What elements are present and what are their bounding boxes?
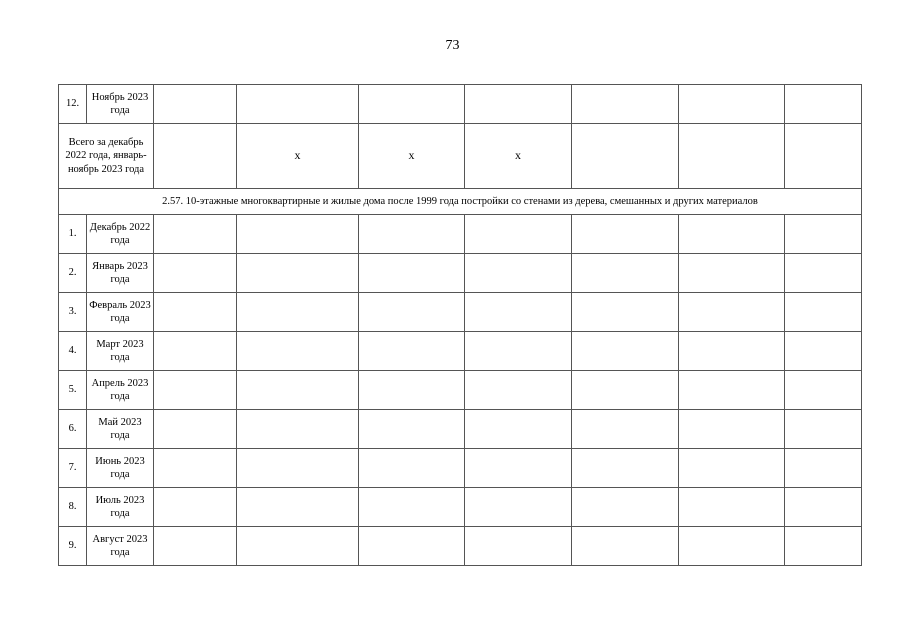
row-number: 8. <box>59 488 87 527</box>
row-period: Ноябрь 2023 года <box>87 85 154 124</box>
page-number: 73 <box>445 38 460 53</box>
data-cell <box>785 254 862 293</box>
data-cell <box>679 124 785 189</box>
data-cell <box>237 254 359 293</box>
data-cell <box>154 254 237 293</box>
data-cell <box>465 85 572 124</box>
data-cell <box>237 527 359 566</box>
row-period: Июнь 2023 года <box>87 449 154 488</box>
data-cell <box>785 332 862 371</box>
data-cell <box>572 371 679 410</box>
data-cell <box>679 488 785 527</box>
data-cell <box>359 410 465 449</box>
table-row <box>59 449 862 488</box>
report-table <box>58 84 862 566</box>
data-cell <box>154 527 237 566</box>
data-cell <box>359 85 465 124</box>
table-row <box>59 332 862 371</box>
table-row <box>59 215 862 254</box>
data-cell <box>572 332 679 371</box>
data-cell <box>154 449 237 488</box>
row-period: Май 2023 года <box>87 410 154 449</box>
row-number: 9. <box>59 527 87 566</box>
data-cell <box>572 293 679 332</box>
data-cell <box>465 410 572 449</box>
data-cell <box>465 527 572 566</box>
data-cell <box>465 371 572 410</box>
table-row <box>59 85 862 124</box>
row-period: Март 2023 года <box>87 332 154 371</box>
data-cell <box>679 85 785 124</box>
data-cell <box>154 488 237 527</box>
data-cell <box>237 449 359 488</box>
row-period: Апрель 2023 года <box>87 371 154 410</box>
x-mark: х <box>359 124 465 189</box>
data-cell <box>154 332 237 371</box>
data-cell <box>154 410 237 449</box>
data-cell <box>465 293 572 332</box>
data-cell <box>154 215 237 254</box>
x-mark: х <box>237 124 359 189</box>
row-number: 4. <box>59 332 87 371</box>
data-cell <box>572 488 679 527</box>
data-cell <box>154 124 237 189</box>
row-number: 7. <box>59 449 87 488</box>
data-cell <box>572 527 679 566</box>
data-cell <box>359 293 465 332</box>
data-cell <box>785 527 862 566</box>
data-cell <box>237 371 359 410</box>
row-period: Февраль 2023 года <box>87 293 154 332</box>
x-mark: х <box>465 124 572 189</box>
row-period: Август 2023 года <box>87 527 154 566</box>
data-cell <box>785 449 862 488</box>
total-row <box>59 124 862 189</box>
data-cell <box>359 488 465 527</box>
row-period: Декабрь 2022 года <box>87 215 154 254</box>
data-cell <box>465 332 572 371</box>
data-cell <box>679 527 785 566</box>
data-cell <box>679 215 785 254</box>
data-cell <box>359 527 465 566</box>
data-cell <box>572 85 679 124</box>
data-cell <box>237 215 359 254</box>
data-cell <box>359 332 465 371</box>
data-cell <box>359 449 465 488</box>
data-cell <box>465 215 572 254</box>
data-cell <box>237 293 359 332</box>
data-cell <box>785 293 862 332</box>
data-cell <box>679 254 785 293</box>
table-row <box>59 371 862 410</box>
data-cell <box>785 488 862 527</box>
data-cell <box>237 332 359 371</box>
data-cell <box>572 124 679 189</box>
row-number: 1. <box>59 215 87 254</box>
data-cell <box>359 215 465 254</box>
row-number: 2. <box>59 254 87 293</box>
data-cell <box>359 254 465 293</box>
data-cell <box>679 293 785 332</box>
row-number: 5. <box>59 371 87 410</box>
data-cell <box>237 85 359 124</box>
data-cell <box>572 254 679 293</box>
data-cell <box>572 410 679 449</box>
data-cell <box>572 449 679 488</box>
data-cell <box>154 293 237 332</box>
data-cell <box>785 371 862 410</box>
data-cell <box>237 488 359 527</box>
row-number: 12. <box>59 85 87 124</box>
section-title: 2.57. 10-этажные многоквартирные и жилые дома после 1999 года постройки со стенами из дерева, смешанных и других материалов <box>59 189 862 215</box>
table-row <box>59 293 862 332</box>
data-cell <box>785 124 862 189</box>
data-cell <box>679 371 785 410</box>
data-cell <box>679 332 785 371</box>
row-number: 3. <box>59 293 87 332</box>
data-cell <box>237 410 359 449</box>
data-cell <box>154 85 237 124</box>
row-period: Январь 2023 года <box>87 254 154 293</box>
data-cell <box>785 410 862 449</box>
data-cell <box>154 371 237 410</box>
data-cell <box>465 449 572 488</box>
data-cell <box>359 371 465 410</box>
data-cell <box>572 215 679 254</box>
table-row <box>59 488 862 527</box>
data-cell <box>679 449 785 488</box>
table-row <box>59 410 862 449</box>
table-row <box>59 254 862 293</box>
data-cell <box>785 85 862 124</box>
row-period: Июль 2023 года <box>87 488 154 527</box>
data-cell <box>679 410 785 449</box>
row-number: 6. <box>59 410 87 449</box>
data-cell <box>785 215 862 254</box>
data-cell <box>465 488 572 527</box>
table-row <box>59 527 862 566</box>
total-label: Всего за декабрь 2022 года, январь-ноябрь 2023 года <box>59 124 154 189</box>
section-row <box>59 189 862 215</box>
data-cell <box>465 254 572 293</box>
